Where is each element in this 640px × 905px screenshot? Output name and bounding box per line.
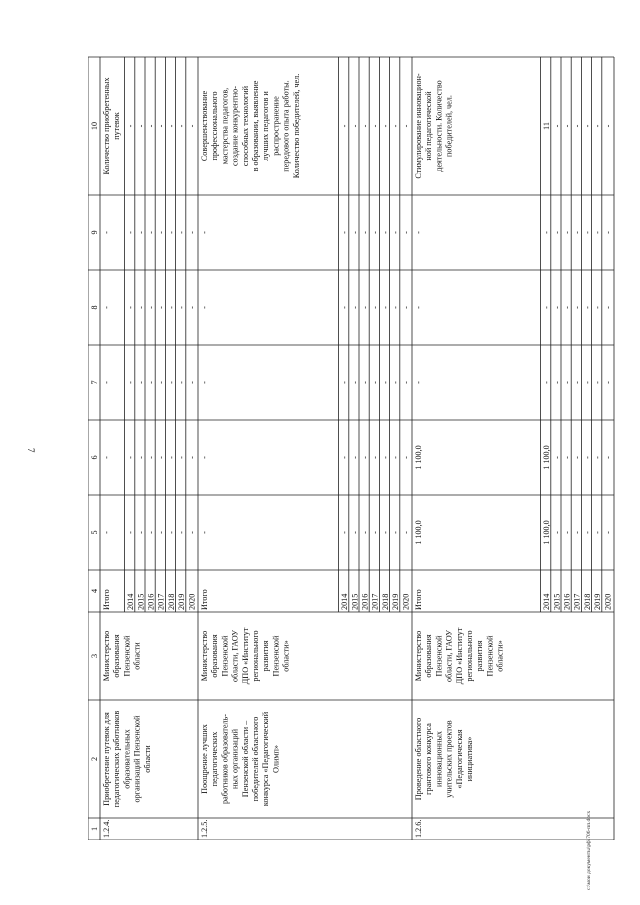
year-value: - bbox=[156, 231, 166, 234]
year-label: 2018 bbox=[166, 593, 176, 610]
row-indicator: Количество победителей, чел. bbox=[291, 73, 301, 179]
row-executor: ДПО «Институт bbox=[240, 627, 250, 685]
year-value: - bbox=[340, 306, 350, 309]
year-value: - bbox=[146, 306, 156, 309]
row-executor: области, ГАОУ bbox=[444, 629, 454, 683]
row-number: 1.2.5. bbox=[200, 819, 209, 838]
year-value: - bbox=[340, 231, 350, 234]
year-value: - bbox=[340, 381, 350, 384]
total-value: - bbox=[414, 231, 423, 234]
year-value: 11 bbox=[542, 122, 552, 130]
year-value: - bbox=[187, 381, 197, 384]
row-measure-name: инициатива» bbox=[465, 736, 474, 782]
year-label: 2020 bbox=[603, 593, 613, 610]
total-value: - bbox=[102, 531, 111, 534]
year-value: - bbox=[350, 381, 360, 384]
year-value: - bbox=[380, 381, 390, 384]
year-value: - bbox=[562, 381, 572, 384]
row-executor: Пензенской bbox=[434, 635, 444, 677]
row-executor: области» bbox=[495, 640, 505, 672]
row-executor: регионального bbox=[251, 630, 260, 682]
year-value: - bbox=[603, 231, 613, 234]
row-indicator: победителей, чел. bbox=[444, 95, 454, 157]
year-value: - bbox=[370, 124, 380, 128]
row-measure-name: Проведение областного bbox=[414, 717, 423, 801]
total-value: - bbox=[200, 231, 209, 234]
row-executor: Пензенской bbox=[220, 635, 230, 677]
year-value: - bbox=[166, 231, 176, 234]
total-value: - bbox=[200, 306, 209, 309]
year-value: - bbox=[126, 306, 136, 309]
row-measure-name: организаций Пензенской bbox=[132, 715, 142, 803]
row-executor: образования bbox=[424, 634, 434, 678]
year-value: - bbox=[582, 456, 592, 459]
row-indicator: мастерства педагогов, bbox=[220, 87, 230, 165]
year-value: - bbox=[136, 306, 146, 309]
year-label: 2020 bbox=[187, 593, 197, 610]
year-value: - bbox=[401, 231, 411, 234]
row-executor: области, ГАОУ bbox=[230, 629, 240, 683]
year-value: - bbox=[370, 456, 380, 459]
year-label: 2019 bbox=[177, 593, 187, 610]
year-value: - bbox=[401, 456, 411, 459]
row-executor: Министерство bbox=[414, 630, 423, 682]
row-executor: регионального bbox=[465, 630, 474, 682]
year-value: - bbox=[136, 381, 146, 384]
year-value: - bbox=[136, 231, 146, 234]
total-value: - bbox=[414, 381, 423, 384]
row-measure-name: педагогических работников bbox=[112, 710, 122, 808]
year-value: - bbox=[391, 456, 401, 459]
year-value: - bbox=[593, 306, 603, 309]
year-value: - bbox=[350, 306, 360, 309]
row-indicator: Количество приобретенных bbox=[102, 77, 111, 175]
year-value: - bbox=[380, 456, 390, 459]
year-value: - bbox=[360, 531, 370, 534]
year-value: - bbox=[603, 456, 613, 459]
year-value: - bbox=[156, 124, 166, 128]
year-value: - bbox=[603, 381, 613, 384]
row-measure-name: Олимп» bbox=[271, 744, 281, 774]
year-value: - bbox=[380, 306, 390, 309]
row-executor: Пензенской bbox=[271, 635, 281, 677]
year-label: 2017 bbox=[370, 593, 380, 610]
total-value: 1 100,0 bbox=[414, 520, 423, 545]
row-executor: области» bbox=[281, 640, 291, 672]
row-executor: Министерство bbox=[102, 630, 111, 682]
year-value: 1 100,0 bbox=[542, 520, 552, 545]
year-value: - bbox=[166, 456, 176, 459]
year-value: - bbox=[340, 456, 350, 459]
year-value: - bbox=[380, 124, 390, 128]
year-value: - bbox=[572, 306, 582, 309]
header-cell: 8 bbox=[90, 305, 99, 310]
row-executor: развития bbox=[475, 640, 485, 672]
header-cell: 2 bbox=[90, 756, 99, 762]
year-label: 2017 bbox=[572, 593, 582, 610]
year-value: 1 100,0 bbox=[542, 445, 552, 470]
row-measure-name: конкурса «Педагогический bbox=[261, 711, 271, 807]
year-value: - bbox=[391, 231, 401, 234]
year-value: - bbox=[593, 456, 603, 459]
year-value: - bbox=[177, 306, 187, 309]
row-executor: Пензенской bbox=[485, 635, 495, 677]
year-value: - bbox=[552, 381, 562, 384]
year-value: - bbox=[380, 231, 390, 234]
row-measure-name: инновационных bbox=[434, 731, 444, 787]
total-value: - bbox=[414, 306, 423, 309]
total-value: - bbox=[102, 456, 111, 459]
year-value: - bbox=[562, 531, 572, 534]
year-value: - bbox=[360, 231, 370, 234]
year-label: 2018 bbox=[582, 593, 592, 610]
year-value: - bbox=[340, 124, 350, 128]
year-value: - bbox=[370, 531, 380, 534]
row-measure-name: «Педагогическая bbox=[454, 729, 464, 789]
year-value: - bbox=[391, 124, 401, 128]
year-value: - bbox=[126, 531, 136, 534]
year-label: 2014 bbox=[542, 593, 552, 610]
year-value: - bbox=[603, 306, 613, 309]
year-value: - bbox=[401, 381, 411, 384]
year-label: 2016 bbox=[562, 593, 572, 610]
year-value: - bbox=[146, 381, 156, 384]
year-label: 2016 bbox=[360, 593, 370, 610]
year-label: 2016 bbox=[146, 593, 156, 610]
header-cell: 9 bbox=[90, 230, 99, 235]
year-value: - bbox=[582, 531, 592, 534]
year-label: 2015 bbox=[552, 593, 562, 610]
year-value: - bbox=[187, 531, 197, 534]
row-indicator: лучших педагогов и bbox=[261, 91, 271, 161]
header-cell: 6 bbox=[90, 455, 99, 460]
total-value: - bbox=[200, 531, 209, 534]
year-value: - bbox=[166, 531, 176, 534]
total-value: - bbox=[102, 231, 111, 234]
year-value: - bbox=[126, 381, 136, 384]
year-value: - bbox=[582, 381, 592, 384]
year-value: - bbox=[582, 306, 592, 309]
year-value: - bbox=[572, 231, 582, 234]
year-value: - bbox=[187, 306, 197, 309]
year-value: - bbox=[187, 456, 197, 459]
total-label: Итого bbox=[102, 589, 111, 610]
year-value: - bbox=[360, 456, 370, 459]
total-value: 1 100,0 bbox=[414, 445, 423, 470]
year-value: - bbox=[360, 306, 370, 309]
row-measure-name: Приобретение путевок для bbox=[102, 712, 111, 806]
year-value: - bbox=[552, 306, 562, 309]
total-label: Итого bbox=[414, 589, 423, 610]
year-value: - bbox=[552, 231, 562, 234]
year-value: - bbox=[187, 124, 197, 128]
year-label: 2014 bbox=[340, 593, 350, 610]
row-indicator: ной педагогической bbox=[424, 91, 434, 161]
year-value: - bbox=[126, 456, 136, 459]
year-label: 2014 bbox=[126, 593, 136, 610]
year-value: - bbox=[136, 124, 146, 128]
year-value: - bbox=[582, 124, 592, 128]
row-indicator: Совершенствование bbox=[200, 90, 209, 162]
year-value: - bbox=[593, 231, 603, 234]
year-value: - bbox=[542, 231, 552, 234]
year-value: - bbox=[562, 306, 572, 309]
year-label: 2015 bbox=[350, 593, 360, 610]
year-value: - bbox=[370, 306, 380, 309]
year-value: - bbox=[136, 531, 146, 534]
row-executor: образования bbox=[210, 634, 220, 678]
total-value: - bbox=[102, 381, 111, 384]
row-executor: ДПО «Институт bbox=[454, 627, 464, 685]
year-label: 2018 bbox=[380, 593, 390, 610]
row-executor: Пензенской bbox=[122, 635, 132, 677]
year-value: - bbox=[603, 531, 613, 534]
header-cell: 7 bbox=[90, 380, 99, 385]
year-label: 2017 bbox=[156, 593, 166, 610]
total-value: - bbox=[102, 306, 111, 309]
year-value: - bbox=[593, 124, 603, 128]
row-indicator: путевок bbox=[112, 112, 122, 140]
year-label: 2015 bbox=[136, 593, 146, 610]
row-measure-name: учительских проектов bbox=[444, 720, 454, 798]
header-cell: 4 bbox=[90, 588, 99, 594]
year-value: - bbox=[582, 231, 592, 234]
row-measure-name: грантового конкурса bbox=[424, 723, 434, 795]
year-value: - bbox=[177, 231, 187, 234]
year-label: 2019 bbox=[391, 593, 401, 610]
year-value: - bbox=[350, 456, 360, 459]
year-value: - bbox=[391, 381, 401, 384]
year-value: - bbox=[146, 124, 156, 128]
row-indicator: передового опыта работы. bbox=[281, 80, 291, 172]
row-indicator: в образовании, выявление bbox=[251, 80, 260, 172]
year-value: - bbox=[187, 231, 197, 234]
year-value: - bbox=[552, 456, 562, 459]
row-indicator: способных технологий bbox=[240, 85, 250, 167]
year-value: - bbox=[370, 381, 380, 384]
year-value: - bbox=[136, 456, 146, 459]
year-label: 2019 bbox=[593, 593, 603, 610]
year-value: - bbox=[380, 531, 390, 534]
year-value: - bbox=[166, 306, 176, 309]
total-value: - bbox=[200, 381, 209, 384]
row-measure-name: образовательных bbox=[122, 729, 132, 789]
year-value: - bbox=[562, 124, 572, 128]
year-value: - bbox=[126, 124, 136, 128]
year-value: - bbox=[401, 531, 411, 534]
row-indicator: деятельности. Количество bbox=[434, 80, 444, 172]
year-value: - bbox=[593, 531, 603, 534]
year-value: - bbox=[360, 381, 370, 384]
year-value: - bbox=[340, 531, 350, 534]
year-value: - bbox=[177, 381, 187, 384]
row-measure-name: работников образователь- bbox=[220, 714, 230, 804]
year-value: - bbox=[177, 531, 187, 534]
row-measure-name: Пензенской области – bbox=[240, 720, 250, 798]
row-executor: образования bbox=[112, 634, 122, 678]
year-value: - bbox=[350, 231, 360, 234]
row-number: 1.2.4. bbox=[102, 819, 111, 838]
year-value: - bbox=[552, 124, 562, 128]
header-cell: 3 bbox=[90, 653, 99, 659]
year-value: - bbox=[350, 531, 360, 534]
total-value: - bbox=[200, 456, 209, 459]
year-value: - bbox=[146, 531, 156, 534]
row-indicator: профессионального bbox=[210, 91, 220, 161]
year-value: - bbox=[177, 456, 187, 459]
year-value: - bbox=[572, 456, 582, 459]
row-measure-name: победителей областного bbox=[251, 716, 260, 802]
year-value: - bbox=[156, 381, 166, 384]
row-executor: развития bbox=[261, 640, 271, 672]
year-value: - bbox=[391, 306, 401, 309]
year-value: - bbox=[126, 231, 136, 234]
total-label: Итого bbox=[200, 589, 209, 610]
year-value: - bbox=[146, 231, 156, 234]
year-value: - bbox=[552, 531, 562, 534]
footer-file-path: c:\мои документы\рф\706-пп.docx bbox=[586, 810, 592, 890]
row-measure-name: области bbox=[142, 745, 152, 773]
header-cell: 1 bbox=[90, 826, 99, 832]
year-value: - bbox=[166, 124, 176, 128]
rotated-table bbox=[88, 40, 640, 840]
year-value: - bbox=[603, 124, 613, 128]
year-value: - bbox=[166, 381, 176, 384]
year-value: - bbox=[156, 456, 166, 459]
year-value: - bbox=[360, 124, 370, 128]
year-value: - bbox=[572, 531, 582, 534]
year-value: - bbox=[593, 381, 603, 384]
year-value: - bbox=[572, 124, 582, 128]
year-value: - bbox=[350, 124, 360, 128]
header-cell: 5 bbox=[90, 530, 99, 535]
budget-table bbox=[88, 40, 640, 840]
year-value: - bbox=[391, 531, 401, 534]
row-indicator: распространение bbox=[271, 96, 281, 156]
year-value: - bbox=[156, 306, 166, 309]
row-indicator: Стимулирование инновацион- bbox=[414, 73, 423, 179]
year-value: - bbox=[156, 531, 166, 534]
year-value: - bbox=[562, 231, 572, 234]
year-value: - bbox=[572, 381, 582, 384]
year-value: - bbox=[542, 306, 552, 309]
year-label: 2020 bbox=[401, 593, 411, 610]
row-indicator: создание конкурентно- bbox=[230, 86, 240, 166]
year-value: - bbox=[177, 124, 187, 128]
row-number: 1.2.6. bbox=[414, 819, 423, 838]
year-value: - bbox=[370, 231, 380, 234]
year-value: - bbox=[146, 456, 156, 459]
year-value: - bbox=[542, 381, 552, 384]
row-executor: Министерство bbox=[200, 630, 209, 682]
row-measure-name: Поощрение лучших bbox=[200, 724, 209, 794]
header-cell: 10 bbox=[90, 121, 99, 131]
year-value: - bbox=[562, 456, 572, 459]
year-value: - bbox=[401, 306, 411, 309]
row-executor: области bbox=[132, 642, 142, 670]
row-measure-name: ных организаций bbox=[230, 729, 240, 789]
year-value: - bbox=[401, 124, 411, 128]
page-number: 7 bbox=[26, 448, 36, 453]
row-measure-name: педагогических bbox=[210, 731, 220, 787]
